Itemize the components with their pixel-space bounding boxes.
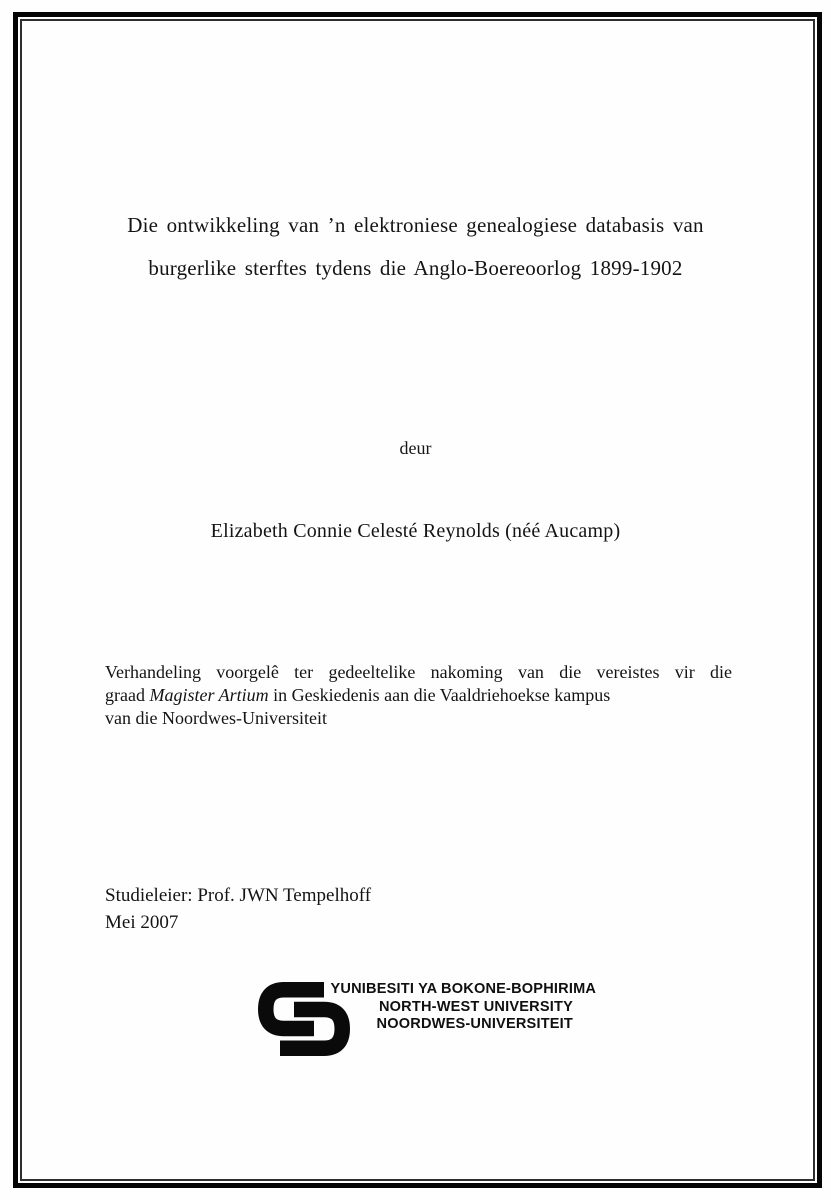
logo-wordmark-line-2: NORTH-WEST UNIVERSITY bbox=[378, 997, 573, 1015]
degree-statement-line-2 bbox=[105, 684, 732, 707]
thesis-title bbox=[55, 204, 776, 290]
degree-statement-line-3: van die Noordwes-Universiteit bbox=[105, 708, 327, 728]
nwu-logo-wordmark bbox=[330, 980, 597, 1033]
logo-wordmark-line-1: YUNIBESITI YA BOKONE-BOPHIRIMA bbox=[330, 980, 597, 997]
supervisor-line: Studieleier: Prof. JWN Tempelhoff bbox=[105, 885, 372, 906]
thesis-title-line-2: burgerlike sterftes tydens die Anglo-Boereoorlog 1899-1902 bbox=[148, 256, 683, 280]
date-line: Mei 2007 bbox=[105, 912, 179, 933]
byline-deur: deur bbox=[399, 438, 432, 458]
degree-statement bbox=[105, 661, 732, 730]
degree-name-italic: Magister Artium bbox=[149, 685, 269, 705]
degree-statement-line-2-post: in Geskiedenis aan die Vaaldriehoekse kampus bbox=[273, 685, 611, 705]
thesis-title-line-1: Die ontwikkeling van ’n elektroniese genealogiese databasis van bbox=[127, 213, 704, 237]
author-name: Elizabeth Connie Celesté Reynolds (néé Aucamp) bbox=[210, 520, 621, 542]
degree-statement-line-1: Verhandeling voorgelê ter gedeeltelike nakoming van die vereistes vir die bbox=[105, 662, 732, 682]
supervisor-block bbox=[105, 882, 371, 936]
degree-statement-line-2-pre: graad bbox=[105, 685, 145, 705]
logo-wordmark-line-3: NOORDWES-UNIVERSITEIT bbox=[376, 1015, 573, 1032]
